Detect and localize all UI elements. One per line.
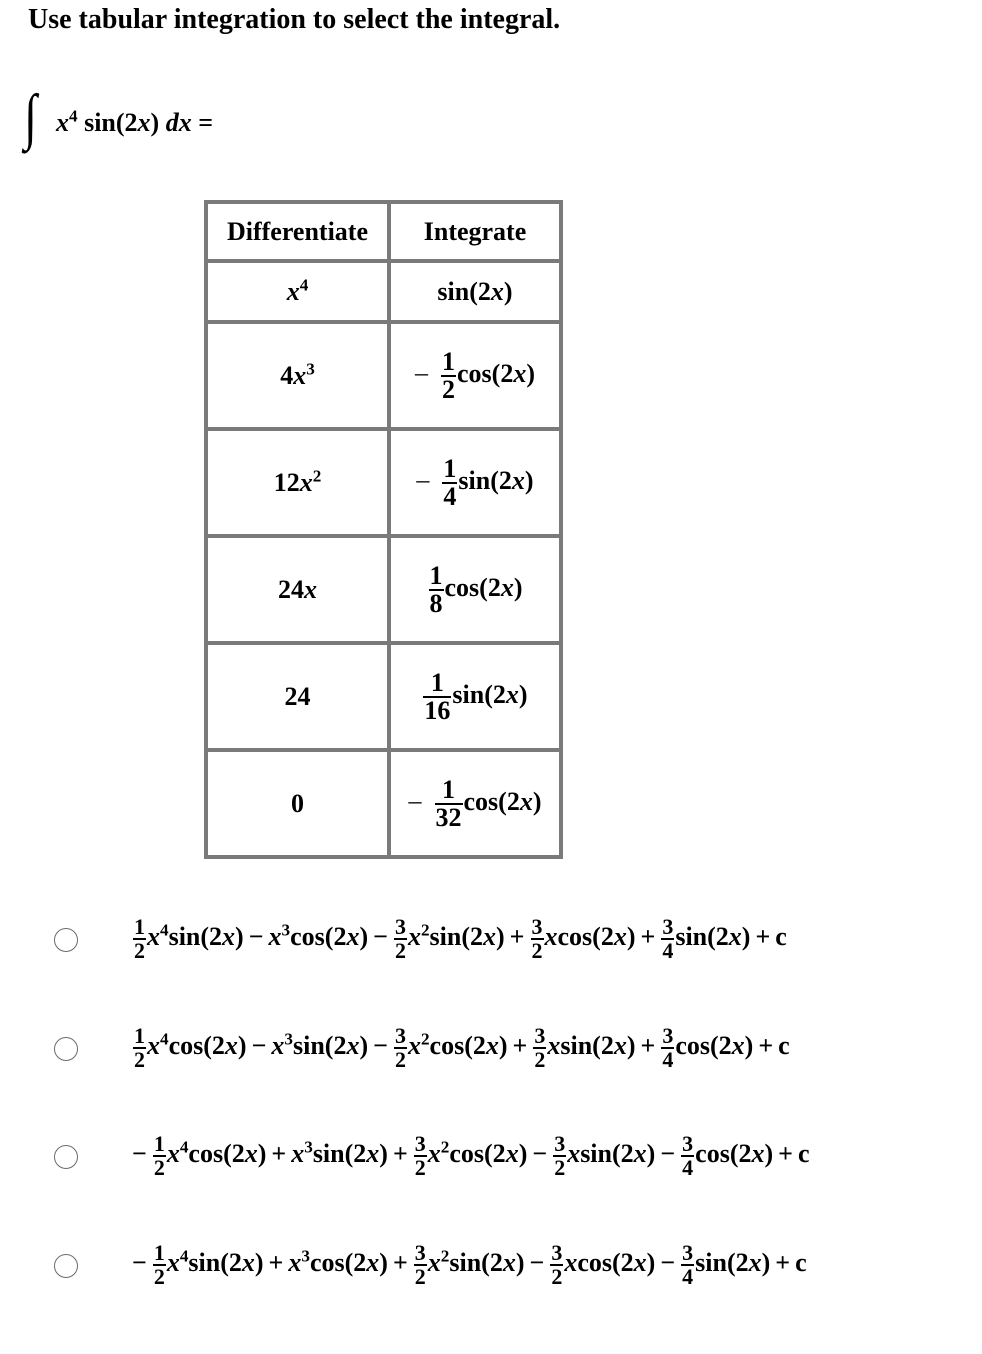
option-expression: − $\frac{1}{2}$ $x^4\sin(2x) + x^3\cos(2x)$ + $\frac{3}{2}$ $x^2\sin(2x)$ − $\frac{3}{2}$ xcos(2x) − $\frac{3}{4}$ sin(2x) + c [132, 1240, 807, 1289]
diff-cell: $4x^3$ [206, 322, 389, 429]
diff-cell: $x^4$ [206, 261, 389, 322]
tabular-integration-table [204, 200, 563, 859]
diff-cell: 24x [206, 536, 389, 643]
diff-cell: 0 [206, 750, 389, 857]
int-cell: – $\frac{1}{2}$ cos(2x) [389, 322, 561, 429]
radio-button[interactable] [54, 928, 78, 952]
diff-cell: 24 [206, 643, 389, 750]
int-cell: $\frac{1}{8}$ cos(2x) [389, 536, 561, 643]
header-integrate: Integrate [389, 202, 561, 261]
radio-button[interactable] [54, 1037, 78, 1061]
integral-sign-icon: ∫ [24, 83, 37, 151]
int-cell: $\frac{1}{16}$ sin(2x) [389, 643, 561, 750]
diff-cell: $12x^2$ [206, 429, 389, 536]
header-differentiate: Differentiate [206, 202, 389, 261]
int-cell: – $\frac{1}{4}$ sin(2x) [389, 429, 561, 536]
option-expression: $\frac{1}{2}$ $x^4\cos(2x) - x^3\sin(2x)$ − $\frac{3}{2}$ $x^2\cos(2x)$ + $\frac{3}{2}$ xsin(2x) + $\frac{3}{4}$ cos(2x) + c [134, 1023, 790, 1072]
radio-button[interactable] [54, 1145, 78, 1169]
int-cell: – $\frac{1}{32}$ cos(2x) [389, 750, 561, 857]
radio-button[interactable] [54, 1254, 78, 1278]
question-prompt: Use tabular integration to select the integral. [28, 4, 561, 35]
int-cell: sin(2x) [389, 261, 561, 322]
option-expression: − $\frac{1}{2}$ $x^4\cos(2x) + x^3\sin(2x)$ + $\frac{3}{2}$ $x^2\cos(2x)$ − $\frac{3}{2}$ xsin(2x) − $\frac{3}{4}$ cos(2x) + c [132, 1131, 810, 1180]
option-expression: $\frac{1}{2}$ $x^4\sin(2x) - x^3\cos(2x)$ − $\frac{3}{2}$ $x^2\sin(2x)$ + $\frac{3}{2}$ xcos(2x) + $\frac{3}{4}$ sin(2x) + c [134, 914, 787, 963]
